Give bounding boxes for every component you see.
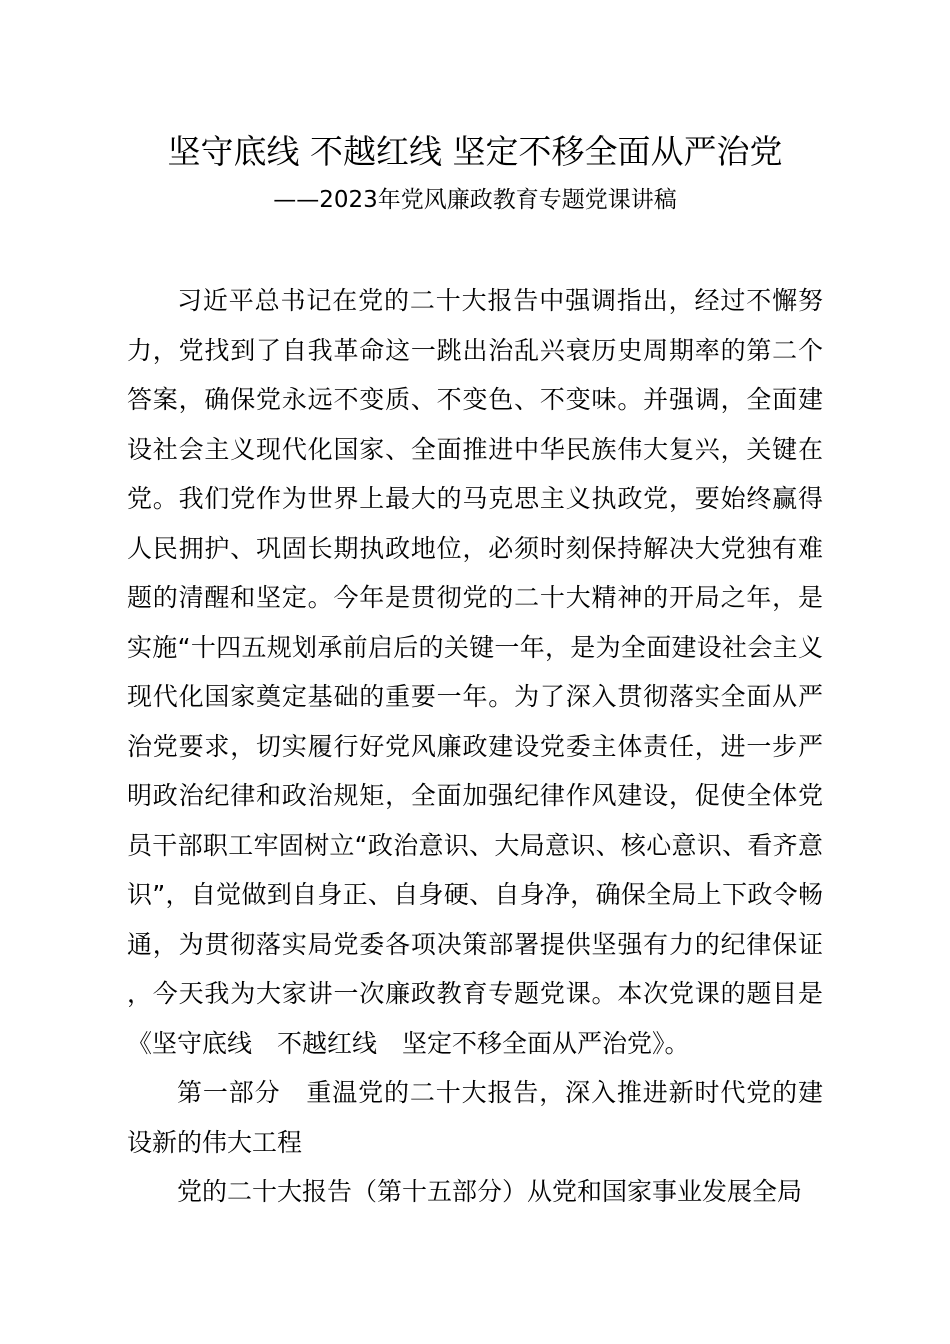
intro-paragraph: 习近平总书记在党的二十大报告中强调指出，经过不懈努力，党找到了自我革命这一跳出治乱兴衰历史周期率的第二个答案，确保党永远不变质、不变色、不变味。并强调，全面建设社会主义现代化国家、全面推进中华民族伟大复兴，关键在党。我们党作为世界上最大的马克思主义执政党，要始终赢得人民拥护、巩固长期执政地位，必须时刻保持解决大党独有难题的清醒和坚定。今年是贯彻党的二十大精神的开局之年，是实施“十四五规划承前启后的关键一年，是为全面建设社会主义现代化国家奠定基础的重要一年。为了深入贯彻落实全面从严治党要求，切实履行好党风廉政建设党委主体责任，进一步严明政治纪律和政治规矩，全面加强纪律作风建设，促使全体党员干部职工牢固树立“政治意识、大局意识、核心意识、看齐意识”，自觉做到自身正、自身硬、自身净，确保全局上下政令畅通，为贯彻落实局党委各项决策部署提供坚强有力的纪律保证，今天我为大家讲一次廉政教育专题党课。本次党课的题目是《坚守底线 不越红线 坚定不移全面从严治党》。 bbox=[127, 286, 823, 1058]
section-heading-part-one: 第一部分 重温党的二十大报告，深入推进新时代党的建设新的伟大工程 bbox=[127, 1078, 823, 1157]
section-paragraph: 党的二十大报告（第十五部分）从党和国家事业发展全局 bbox=[177, 1177, 803, 1206]
document-subtitle: ——2023年党风廉政教育专题党课讲稿 bbox=[273, 187, 677, 213]
document-title: 坚守底线 不越红线 坚定不移全面从严治党 bbox=[167, 132, 783, 171]
document-body bbox=[127, 276, 823, 1217]
